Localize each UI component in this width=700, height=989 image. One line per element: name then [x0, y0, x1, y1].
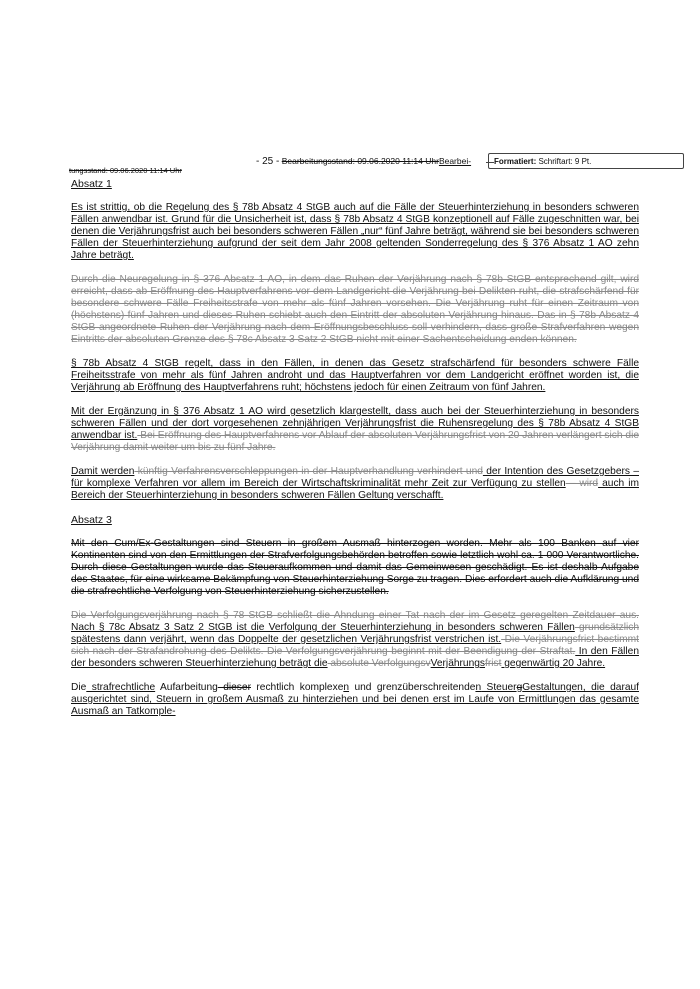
- page-number: - 25 -: [256, 156, 280, 167]
- comment-text: Schriftart: 9 Pt.: [536, 157, 592, 166]
- comment-label: Formatiert:: [494, 157, 537, 166]
- document-body: [71, 178, 639, 730]
- paragraph-2-deleted: Durch die Neuregelung in § 376 Absatz 1 AO, in dem das Ruhen der Verjährung nach § 78b StGB entsprechend gilt, wird erreicht, dass ab Eröffnung des Hauptverfahrens vor dem Landgericht die Verjährung bei Delikten ruht, die strafschärfend für besondere schwere Fälle Freiheitsstrafe von mehr als fünf Jahren vorsehen. Die Verjährung ruht für einen Zeitraum von (höchstens) fünf Jahren und dieses Ruhen schiebt auch den Eintritt der absoluten Verjährung hinaus. Das in § 78b Absatz 4 StGB angeordnete Ruhen der Verjährung nach dem Eröffnungsbeschluss soll verhindern, dass große Strafverfahren wegen Eintritts der absoluten Grenze des § 78c Absatz 3 Satz 2 StGB nicht mit einer Sachentscheidung enden können.: [71, 274, 639, 345]
- inserted-edit-status-prefix: Bearbei-: [438, 156, 472, 166]
- heading-absatz-1: Absatz 1: [71, 178, 112, 190]
- page-header-continuation: [69, 166, 269, 176]
- format-comment-balloon[interactable]: [488, 153, 684, 169]
- deleted-edit-status: Bearbeitungsstand: 09.06.2020 11:14 Uhr: [281, 156, 439, 166]
- paragraph-4: [71, 406, 639, 454]
- page-header: [256, 156, 486, 167]
- paragraph-6-deleted: Mit den Cum/Ex-Gestaltungen sind Steuern in großem Ausmaß hinterzogen worden. Mehr als 100 Banken auf vier Kontinenten sind von den Ermittlungen der Strafverfolgungsbehörden betroffen sowie letztlich wohl ca. 1 000 Verantwortliche. Durch diese Gestaltungen wurde das Steueraufkommen und damit das Gemeinwesen geschädigt. Es ist deshalb Aufgabe des Staates, für eine wirksame Bekämpfung von Steuerhinterziehung Sorge zu tragen. Dies erfordert auch die Aufklärung und die strafrechtliche Verfolgung von Steuerhinterziehung sicherzustellen.: [71, 538, 639, 597]
- paragraph-3: § 78b Absatz 4 StGB regelt, dass in den Fällen, in denen das Gesetz strafschärfend für besonders schwere Fälle Freiheitsstrafe von mehr als fünf Jahren androht und das Hauptverfahren vor dem Landgericht eröffnet worden ist, die Verjährung ab Eröffnung des Hauptverfahrens ruht; höchstens jedoch für einen Zeitraum von fünf Jahren.: [71, 358, 639, 393]
- paragraph-7: Die Verfolgungsverjährung nach § 78 StGB schließt die Ahndung einer Tat nach der im Gesetz geregelten Zeitdauer aus. Nach § 78c Absatz 3 Satz 2 StGB ist die Verfolgung der Steuerhinterziehung in besonders schweren Fällen grundsätzlich spätestens dann verjährt, wenn das Doppelte der gesetzlichen Verjährungsfrist verstrichen ist. Die Verjährungsfrist bestimmt sich nach der Strafandrohung des Delikts. Die Verfolgungsverjährung beginnt mit der Beendigung der Straftat. In den Fällen der besonders schweren Steuerhinterziehung beträgt die absolute VerfolgungsvVerjährungsfrist gegenwärtig 20 Jahre.: [71, 610, 639, 669]
- paragraph-5: Damit werden künftig Verfahrensverschleppungen in der Hauptverhandlung verhindert und der Intention des Gesetzgebers – für komplexe Verfahren vor allem im Bereich der Wirtschaftskriminalität mehr Zeit zur Verfügung zu stellen – wird auch im Bereich der Steuerhinterziehung in besonders schweren Fällen Geltung verschafft.: [71, 466, 639, 501]
- deleted-edit-status-cont: tungsstand: 09.06.2020 11:14 Uhr: [69, 166, 182, 175]
- paragraph-4-deleted: Bei Eröffnung des Hauptverfahrens vor Ablauf der absoluten Verjährungsfrist von 20 Jahren verlängert sich die Verjährung damit weiter um bis zu fünf Jahre.: [71, 430, 639, 453]
- paragraph-4-inserted: Mit der Ergänzung in § 376 Absatz 1 AO wird gesetzlich klargestellt, dass auch bei der Steuerhinterziehung in besonders schweren Fällen und der dort vorgesehenen zehnjährigen Verjährungsfrist die Ruhensregelung des § 78b Absatz 4 StGB anwendbar ist.: [71, 406, 639, 441]
- heading-absatz-3: Absatz 3: [71, 514, 112, 526]
- paragraph-1: Es ist strittig, ob die Regelung des § 78b Absatz 4 StGB auch auf die Fälle der Steuerhinterziehung in besonders schweren Fällen anwendbar ist. Grund für die Unsicherheit ist, dass § 78b Absatz 4 StGB konzeptionell auf Fälle zugeschnitten war, bei denen die Verjährungsfrist auch bei besonders schweren Fällen „nur“ fünf Jahre beträgt, während sie bei besonders schweren Fällen der Steuerhinterziehung aufgrund der seit dem Jahr 2008 geltenden Sonderregelung des § 376 Absatz 1 AO zehn Jahre beträgt.: [71, 202, 640, 261]
- paragraph-8: Die strafrechtliche Aufarbeitung dieser rechtlich komplexen und grenzüberschreitenden SteuergGestaltungen, die darauf ausgerichtet sind, Steuern in großem Ausmaß zu hinterziehen und bei denen erst im Laufe von Ermittlungen das gesamte Ausmaß an Tatkomple-: [71, 682, 640, 717]
